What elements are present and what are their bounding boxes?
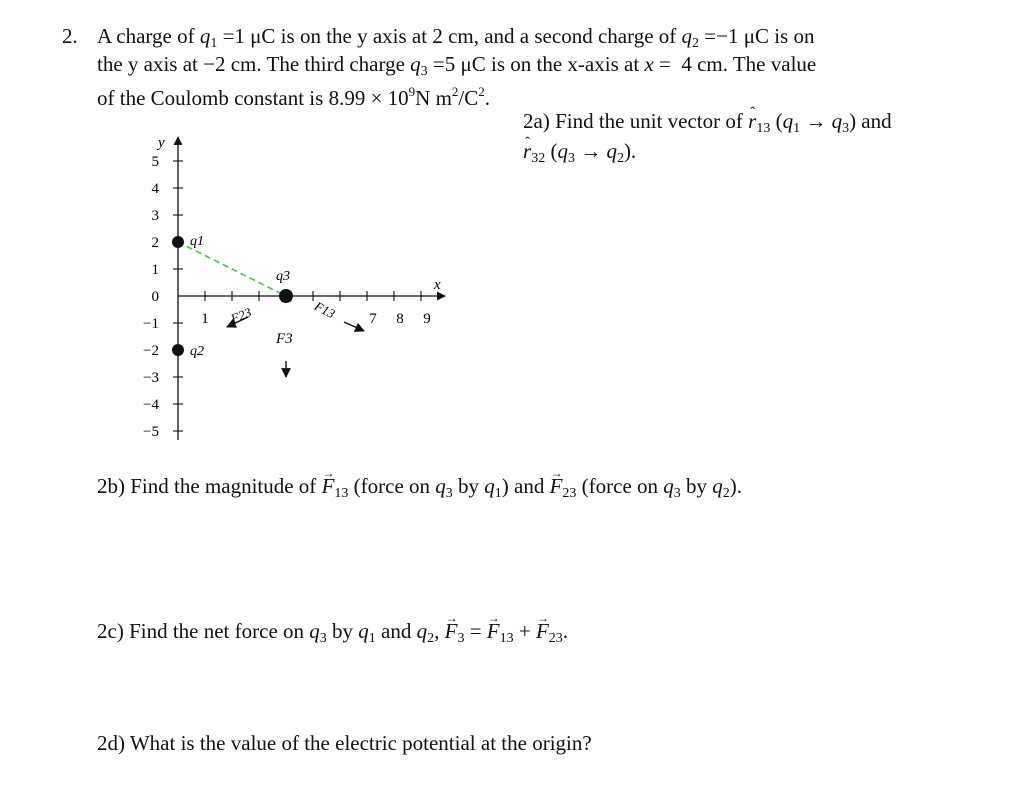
x-tick-7: 7: [369, 311, 377, 327]
charge-q3-label: q3: [276, 269, 290, 284]
question-2b: 2b) Find the magnitude of → $F_{13}$ (force on $q_3$ by $q_1$) and → $F_{23}$ (force on $q_3$ by $q_2$).: [97, 472, 742, 508]
y-tick-5: 5: [151, 154, 159, 170]
charge-q1-label: q1: [190, 234, 204, 249]
problem-number: [62, 22, 78, 50]
y-tick-1: 1: [151, 262, 159, 278]
x-tick-8: 8: [396, 311, 404, 327]
y-tick-0: 0: [151, 289, 159, 305]
x-tick-1: 1: [201, 311, 209, 327]
y-tick-neg1: −1: [143, 316, 159, 332]
charge-q2-label: q2: [190, 344, 204, 359]
label-f3: F3: [276, 331, 293, 347]
y-tick-neg2: −2: [143, 343, 159, 359]
y-tick-2: 2: [151, 235, 159, 251]
question-2d: [97, 729, 592, 757]
x-axis-label: x: [434, 277, 441, 293]
problem-line-3: of the Coulomb constant is $8.99 \times 10^9N$ $m^2/C^2$.: [97, 84, 491, 110]
problem-line-1: A charge of $q_1 =1$ μC is on the y axis at 2 cm, and a second charge of $q_2 =-1$ μC is on: [97, 24, 815, 51]
y-tick-neg3: −3: [143, 370, 159, 386]
problem-line-2: the y axis at −2 cm. The third charge $q_3 =5$ μC is on the x-axis at x = 4 cm. The value: [97, 52, 817, 79]
y-tick-labels: [143, 154, 159, 440]
label-f23: F23: [228, 304, 254, 327]
y-tick-3: 3: [151, 208, 159, 224]
y-tick-neg5: −5: [143, 424, 159, 440]
dashed-line-q1-q3: [178, 242, 286, 296]
question-2a-line-2: ˆ $r_{32}$ $(q_3 \to q_2)$.: [523, 137, 636, 173]
question-2d-text: 2d) What is the value of the electric potential at the origin?: [97, 731, 592, 755]
y-axis-label: y: [158, 135, 165, 151]
x-tick-9: 9: [423, 311, 431, 327]
y-tick-4: 4: [151, 181, 159, 197]
problem-number-text: 2.: [62, 24, 78, 48]
label-f13: F13: [312, 298, 338, 322]
charge-q1-dot: [172, 236, 184, 248]
question-2a-line-1: 2a) Find the unit vector of ˆ $r_{13}$ $(q_1 \to q_3)$ and: [523, 107, 892, 143]
coulomb-diagram: [130, 125, 480, 455]
y-tick-neg4: −4: [143, 397, 159, 413]
arrow-f13: [344, 322, 364, 331]
question-2c: 2c) Find the net force on $q_3$ by $q_1$ and $q_2$, → $F_3$ = → $F_{13}$ + → $F_{23}$.: [97, 617, 568, 653]
charge-q2-dot: [172, 344, 184, 356]
